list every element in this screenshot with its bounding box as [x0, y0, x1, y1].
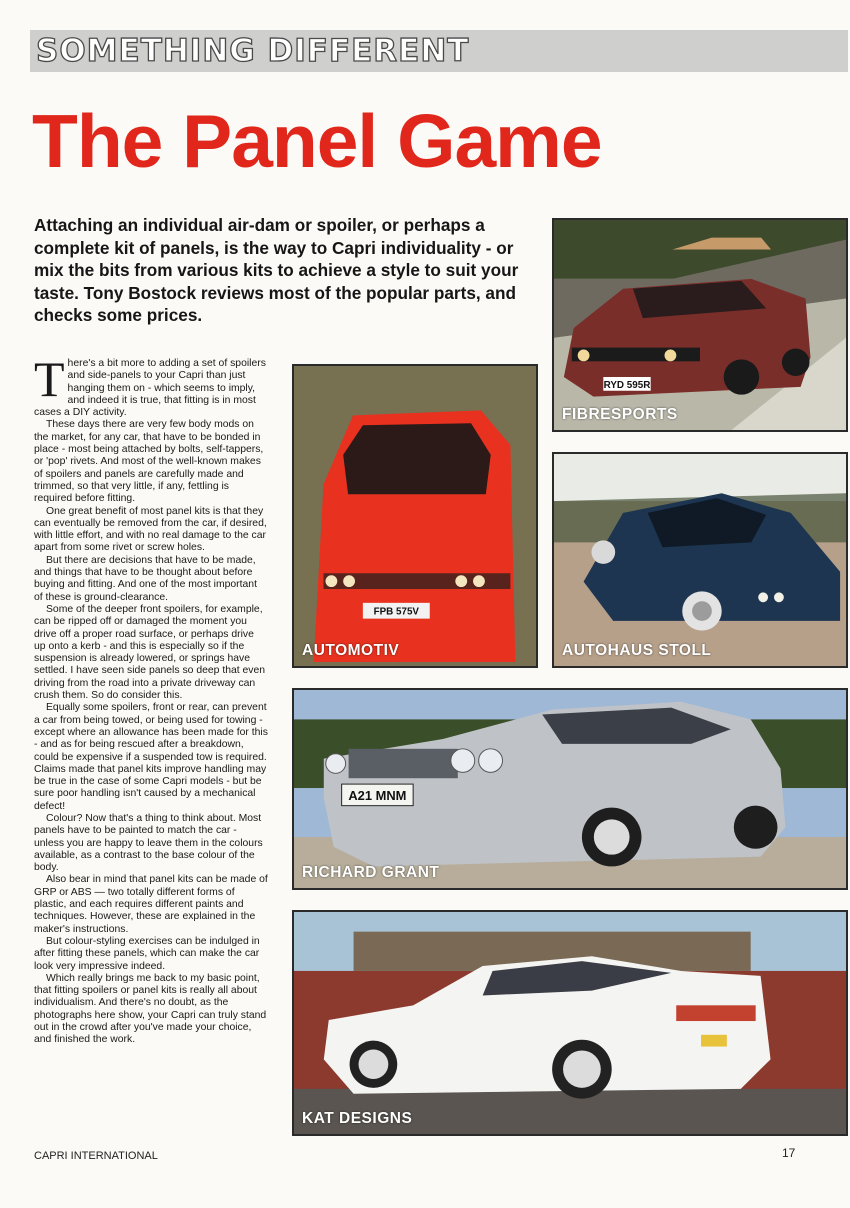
paragraph: Colour? Now that's a thing to think about. Most panels have to be painted to match the car - unless you are happy to leave them in the colours available, as a contrast to the base colour of the body. [34, 812, 263, 874]
photo-caption: KAT DESIGNS [302, 1110, 413, 1127]
paragraph: Some of the deeper front spoilers, for example, can be ripped off or damaged the moment you drive off a proper road surface, or perhaps drive up onto a kerb - and this is especially so if the suspension is already lowered, or springs have settled. I have seen side panels so deep that even driving from the road into a private driveway can crush them. So do consider this. [34, 603, 266, 702]
photo-fibresports [552, 218, 848, 432]
paragraph: Which really brings me back to my basic point, that fitting spoilers or panel kits is really all about individualism. And there's no doubt, as the photographs here show, your Capri can truly stand out in the crowd after you've made your choice, and finished the work. [34, 972, 267, 1046]
section-label: SOMETHING DIFFERENT [36, 33, 470, 69]
paragraph: One great benefit of most panel kits is that they can eventually be removed from the car, if desired, with little effort, and with no real damage to the car apart from some rivet or screw holes. [34, 505, 267, 554]
paragraph: Also bear in mind that panel kits can be made of GRP or ABS — two totally different forms of plastic, and each requires different paints and techniques. However, these are explained in the maker's instructions. [34, 874, 268, 935]
paragraph: But colour-styling exercises can be indulged in after fitting these panels, which can make the car look very impressive indeed. [34, 935, 260, 972]
publication-name: CAPRI INTERNATIONAL [34, 1150, 158, 1162]
car-photo-illustration [294, 690, 846, 888]
photo-caption: AUTOHAUS STOLL [562, 642, 712, 659]
page-number: 17 [782, 1146, 796, 1160]
article-body [34, 351, 268, 1047]
car-photo-illustration [554, 220, 846, 430]
photo-kat-designs [292, 910, 848, 1136]
article-title: The Panel Game [32, 99, 602, 183]
paragraph: There's a bit more to adding a set of spoilers and side-panels to your Capri than just hanging them on - which seems to imply, and indeed it is true, that fitting is in most cases a DIY activity. [34, 351, 266, 419]
car-photo-illustration [554, 454, 846, 666]
paragraph: But there are decisions that have to be made, and things that have to be thought about before buying and fitting. And one of the most important of these is ground-clearance. [34, 554, 257, 603]
car-photo-illustration [294, 912, 846, 1134]
paragraph: These days there are very few body mods on the market, for any car, that have to be bonded in place - most being attached by bolts, self-tappers, or 'pop' rivets. And most of the well-known makes of spoilers and panels are carefully made and trimmed, so that very little, if any, fettling is required before fitting. [34, 419, 264, 505]
license-plate: FPB 575V [373, 606, 419, 618]
photo-caption: RICHARD GRANT [302, 864, 440, 881]
photo-autohaus-stoll [552, 452, 848, 668]
photo-caption: AUTOMOTIV [302, 642, 400, 659]
license-plate: RYD 595R [603, 379, 651, 391]
drop-cap: T [34, 351, 65, 407]
article-standfirst: Attaching an individual air-dam or spoiler, or perhaps a complete kit of panels, is the way to Capri individuality - or mix the bits from various kits to achieve a style to suit your taste. Tony Bostock reviews most of the popular parts, and checks some prices. [34, 215, 519, 325]
photo-richard-grant [292, 688, 848, 890]
photo-caption: FIBRESPORTS [562, 406, 678, 423]
paragraph: Equally some spoilers, front or rear, can prevent a car from being towed, or being used for towing - except where an allowance has been made for this - and as for being rescued after a breakdown, could be expensive if a suspended tow is required. Claims made that panel kits improve handling may be true in the case of some Capri models - but be sure poor handling isn't caused by a mechanical defect! [34, 702, 268, 812]
license-plate: A21 MNM [348, 787, 407, 803]
car-photo-illustration [294, 366, 536, 666]
photo-automotiv [292, 364, 538, 668]
